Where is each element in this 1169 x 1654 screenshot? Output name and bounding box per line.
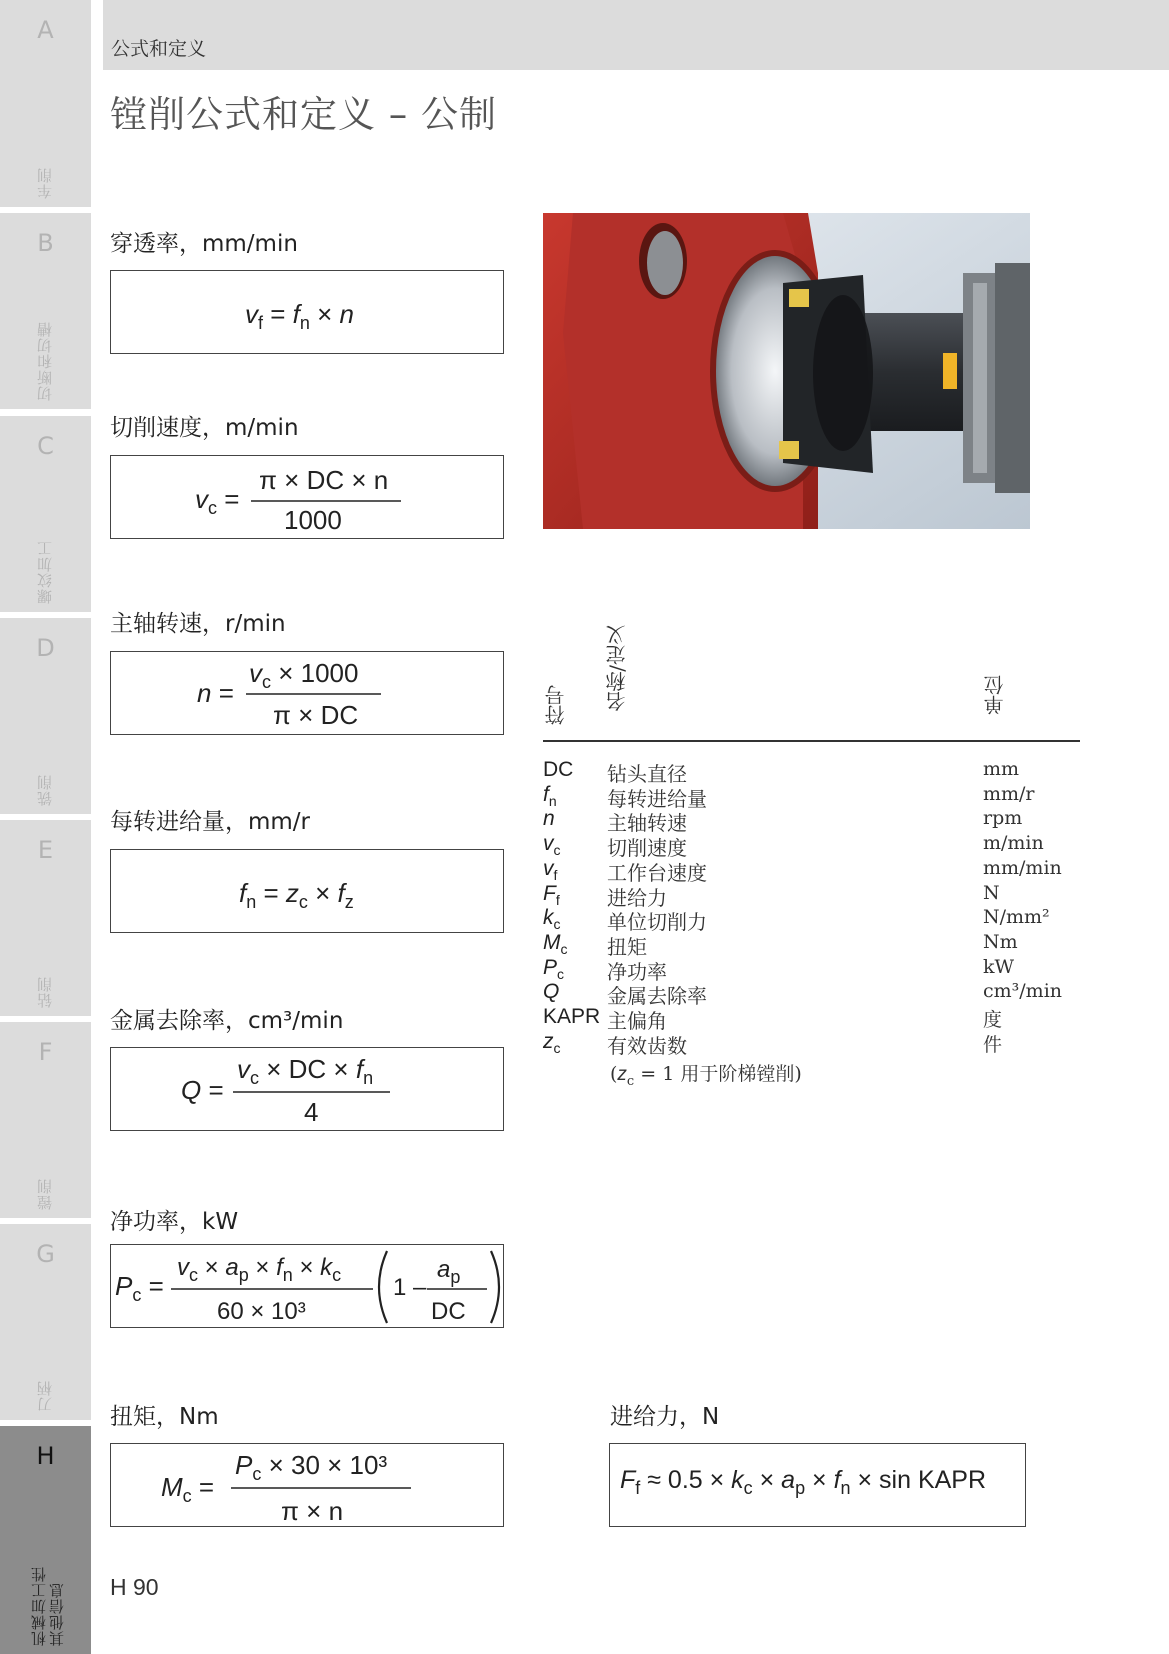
row-unit: mm/min: [983, 856, 1062, 879]
tab-label: 切断和切槽: [36, 321, 54, 401]
tab-g[interactable]: [0, 1224, 91, 1420]
row-name: 金属去除率: [607, 984, 707, 1009]
page-number: H 90: [110, 1574, 159, 1600]
tab-label: 钻削: [36, 976, 54, 1008]
row-symbol: $k_c$: [543, 906, 561, 933]
formula-feed-per-rev: [111, 850, 505, 934]
tab-d[interactable]: [0, 618, 91, 814]
svg-text:vc × 1000: $v_c \times 1000$: [249, 658, 359, 692]
row-name: 每转进给量: [607, 786, 707, 811]
table-header-rule: [543, 740, 1080, 742]
tab-letter: E: [37, 836, 54, 864]
tab-letter: C: [37, 432, 54, 460]
formula-title-feed-per-rev: 每转进给量，mm/r: [110, 809, 311, 835]
svg-text:1 –: 1 –: [393, 1274, 427, 1301]
svg-text:fn = zc × fz: $f_n = z_c \times f_z$: [239, 878, 354, 912]
numerator: π × DC × n: [259, 465, 389, 495]
svg-text:ap: $a_p$: [437, 1256, 461, 1287]
tab-label: 镗削: [36, 1178, 54, 1210]
row-symbol: KAPR: [543, 1005, 601, 1028]
formula-title-spindle-speed: 主轴转速，r/min: [110, 611, 286, 637]
row-symbol: $z_c$: [543, 1029, 561, 1056]
denominator: 4: [304, 1097, 319, 1127]
row-unit: N: [983, 881, 1000, 904]
header-band: [103, 0, 1169, 70]
formula-cutting-speed: [111, 456, 505, 540]
svg-text:vc =: $v_c$ =: [195, 484, 240, 518]
row-symbol: $v_c$: [543, 832, 561, 859]
tab-f[interactable]: [0, 1022, 91, 1218]
row-symbol: Q: [543, 980, 560, 1004]
tab-label: 车削: [36, 167, 54, 199]
svg-text:Pc =: $P_c$ =: [115, 1271, 164, 1305]
svg-text:vc × ap × fn × kc: $v_c \times a_p \times f_n \times k_c$: [177, 1254, 342, 1285]
tab-h[interactable]: [0, 1426, 91, 1654]
denominator: π × n: [281, 1496, 344, 1526]
tab-letter: H: [36, 1442, 55, 1470]
formula-title-net-power: 净功率，kW: [110, 1209, 239, 1235]
col-header-symbol: 符号: [544, 685, 568, 725]
tab-label: 机械加工性 其他信息: [30, 1566, 66, 1646]
row-unit: Nm: [983, 930, 1018, 953]
row-name: 进给力: [607, 885, 667, 910]
formula-title-metal-removal: 金属去除率，cm³/min: [110, 1008, 344, 1034]
row-unit: mm/r: [983, 782, 1035, 805]
formula-spindle-speed: [111, 652, 505, 736]
formula-metal-removal: [111, 1048, 505, 1132]
row-symbol: n: [543, 807, 555, 831]
numerator-tail: × 1000: [278, 658, 359, 688]
formula-box-metal-removal: [110, 1047, 504, 1131]
row-unit: kW: [983, 955, 1015, 978]
tab-label: 螺纹加工: [36, 540, 54, 604]
row-name: 扭矩: [607, 934, 647, 959]
row-symbol: $F_f$: [543, 881, 560, 908]
row-unit: rpm: [983, 807, 1023, 830]
formula-box-cutting-speed: [110, 455, 504, 539]
formula-title-feed-force: 进给力，N: [610, 1404, 720, 1430]
formula-box-feed-force: [609, 1443, 1026, 1527]
formula-box-penetration: [110, 270, 504, 354]
formula-net-power: [111, 1245, 505, 1329]
row-name: 切削速度: [607, 836, 687, 861]
tab-b[interactable]: [0, 213, 91, 409]
section-sidebar: [0, 0, 91, 1654]
row-symbol: $P_c$: [543, 955, 565, 982]
tab-label: 铣削: [36, 774, 54, 806]
row-unit: N/mm²: [983, 906, 1050, 929]
svg-text:n =: n =: [197, 678, 234, 708]
row-name: 净功率: [607, 959, 667, 984]
row-symbol: $v_f$: [543, 856, 558, 883]
formula-torque: [111, 1444, 505, 1528]
tab-c[interactable]: [0, 416, 91, 612]
row-name: 单位切削力: [607, 910, 707, 935]
row-unit: 件: [983, 1033, 1003, 1056]
svg-text:vf = fn × n: $v_f = f_n \times n$: [245, 299, 355, 333]
svg-text:Q =: Q =: [181, 1075, 224, 1105]
row-name: 有效齿数: [607, 1033, 687, 1058]
formula-feed-force: [610, 1444, 1027, 1528]
tab-a[interactable]: [0, 0, 91, 207]
svg-text:Ff ≈ 0.5 × kc × ap × fn × sin: $F_f \approx 0.5 \times k_c \times a_p \times f_n \times \sin$ KAPR: [620, 1466, 987, 1498]
row-name: 主偏角: [607, 1009, 667, 1033]
svg-text:Pc × 30 × 10³: $P_c \times 30 \times 10^3$: [235, 1450, 388, 1484]
tab-letter: F: [38, 1038, 53, 1066]
page-title: 镗削公式和定义 – 公制: [110, 93, 498, 136]
formula-title-torque: 扭矩，Nm: [110, 1404, 219, 1430]
formula-box-net-power: [110, 1244, 504, 1328]
col-header-unit: 单位: [983, 675, 1007, 715]
denominator: π × DC: [273, 700, 359, 730]
tab-letter: G: [36, 1240, 55, 1268]
numerator-tail: × 30 × 10³: [268, 1450, 388, 1480]
row-unit: mm: [983, 758, 1020, 780]
tab-letter: A: [37, 16, 54, 44]
formula-title-cutting-speed: 切削速度，m/min: [110, 415, 299, 441]
boring-tool-photo: [543, 213, 1030, 529]
row-unit: m/min: [983, 832, 1044, 855]
formula-box-feed-per-rev: [110, 849, 504, 933]
row-symbol: DC: [543, 758, 574, 781]
tab-letter: B: [37, 229, 54, 257]
formula-penetration: [111, 271, 505, 355]
col-header-name: 名称/定义: [605, 625, 629, 712]
row-name: 工作台速度: [607, 860, 707, 885]
svg-text:vc × DC × fn: $v_c$ × DC × $f_n$: [237, 1054, 374, 1088]
row-name: 钻头直径: [607, 762, 687, 786]
expression-tail: × sin KAPR: [857, 1466, 987, 1494]
row-name: 主轴转速: [607, 811, 687, 836]
tab-label: 刀柄: [36, 1380, 54, 1412]
row-unit: cm³/min: [983, 980, 1063, 1003]
formula-box-spindle-speed: [110, 651, 504, 735]
formula-title-penetration: 穿透率，mm/min: [110, 231, 298, 257]
svg-text:DC: DC: [431, 1298, 466, 1325]
denominator: 1000: [284, 505, 342, 535]
row-symbol: $M_c$: [543, 930, 568, 958]
table-note: ($z_c = 1$ 用于阶梯镗削): [610, 1063, 802, 1089]
formula-box-torque: [110, 1443, 504, 1527]
breadcrumb: 公式和定义: [111, 38, 207, 60]
tab-e[interactable]: [0, 820, 91, 1016]
svg-text:Mc =: $M_c$ =: [161, 1472, 215, 1506]
tab-letter: D: [36, 634, 55, 662]
denominator: 60 × 10³: [217, 1298, 306, 1325]
row-unit: 度: [983, 1009, 1003, 1031]
row-symbol: $f_n$: [543, 782, 557, 809]
